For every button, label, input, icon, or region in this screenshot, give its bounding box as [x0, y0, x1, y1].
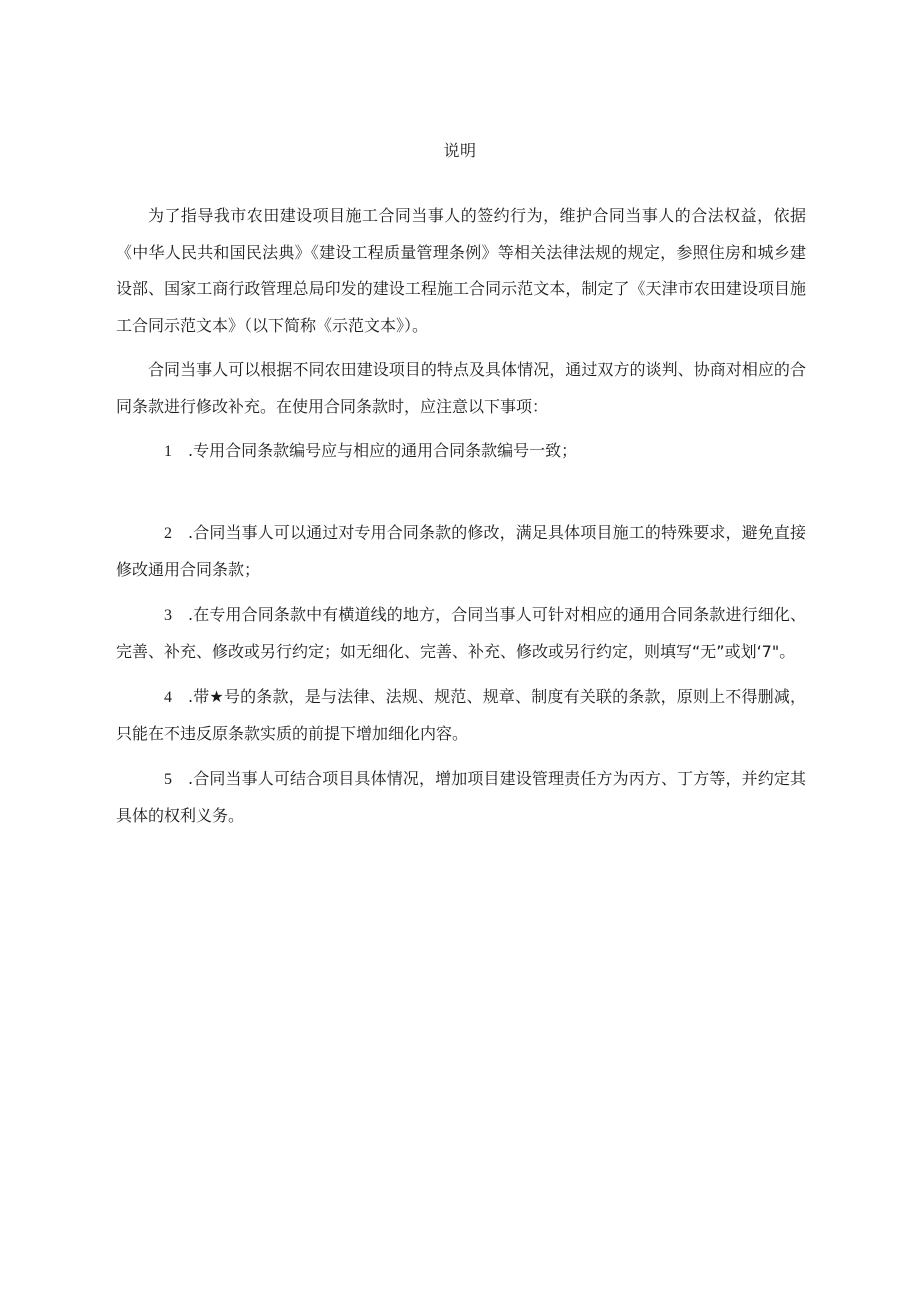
- list-item-text: .合同当事人可结合项目具体情况，增加项目建设管理责任方为丙方、丁方等，并约定其具体的权利义务。: [116, 768, 806, 825]
- document-title: 说明: [443, 141, 477, 160]
- list-item-text: .带★号的条款，是与法律、法规、规范、规章、制度有关联的条款，原则上不得删减，只能在不违反原条款实质的前提下增加细化内容。: [116, 686, 806, 743]
- list-item-4: [116, 679, 806, 753]
- list-item-text: .专用合同条款编号应与相应的通用合同条款编号一致；: [188, 441, 578, 460]
- list-item-number: 4: [164, 688, 172, 706]
- list-item-1: [116, 433, 806, 471]
- list-item-text: .在专用合同条款中有横道线的地方，合同当事人可针对相应的通用合同条款进行细化、完善、补充、修改或另行约定；如无细化、完善、补充、修改或另行约定，则填写“无”或划‘7"。: [116, 604, 806, 661]
- list-item-number: 2: [164, 524, 172, 542]
- list-item-number: 5: [164, 770, 172, 788]
- document-body: [116, 198, 806, 843]
- list-item-number: 3: [164, 606, 172, 624]
- usage-paragraph: 合同当事人可以根据不同农田建设项目的特点及具体情况，通过双方的谈判、协商对相应的合同条款进行修改补充。在使用合同条款时，应注意以下事项：: [116, 360, 806, 416]
- list-item-2: [116, 515, 806, 589]
- list-item-text: .合同当事人可以通过对专用合同条款的修改，满足具体项目施工的特殊要求，避免直接修改通用合同条款；: [116, 522, 806, 579]
- list-item-3: [116, 597, 806, 671]
- intro-paragraph: 为了指导我市农田建设项目施工合同当事人的签约行为，维护合同当事人的合法权益，依据《中华人民共和国民法典》《建设工程质量管理条例》等相关法律法规的规定，参照住房和城乡建设部、国家工商行政管理总局印发的建设工程施工合同示范文本，制定了《天津市农田建设项目施工合同示范文本》（以下简称《示范文本》）。: [116, 206, 806, 335]
- list-item-number: 1: [164, 443, 172, 460]
- list-item-5: [116, 761, 806, 835]
